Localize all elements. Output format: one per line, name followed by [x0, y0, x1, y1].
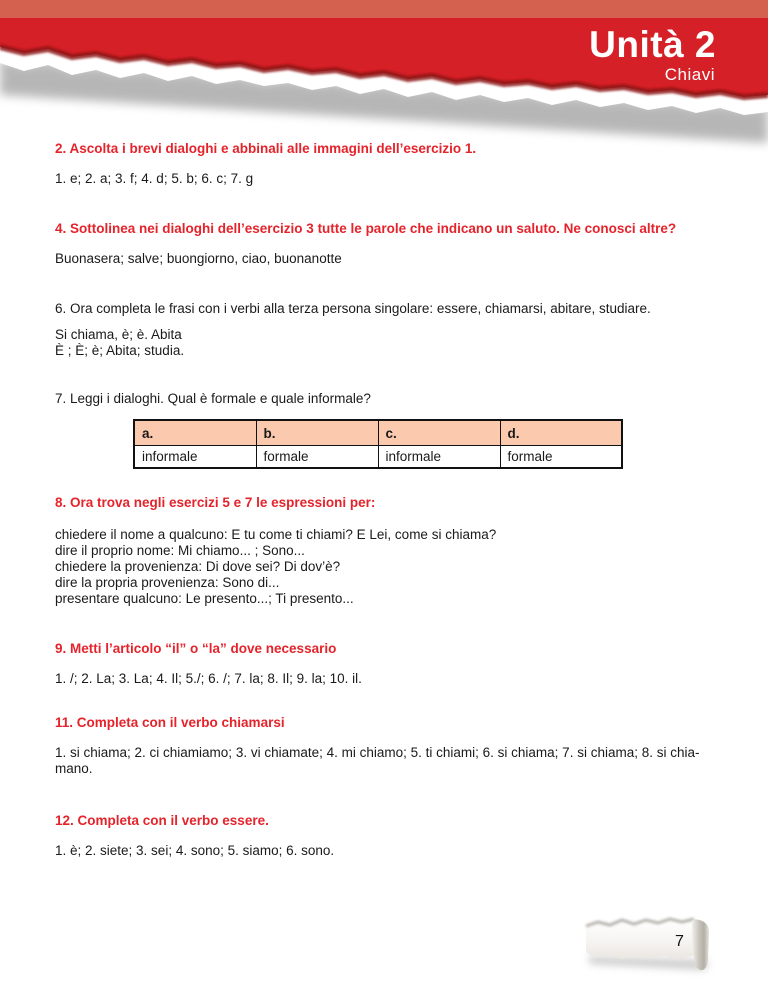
exercise-6-heading: 6. Ora completa le frasi con i verbi alla terza persona singolare: essere, chiamarsi, abitare, studiare.: [55, 301, 651, 316]
table-cell-d-answer: formale: [500, 446, 622, 469]
exercise-12-heading: 12. Completa con il verbo essere.: [55, 813, 269, 828]
table-header-row: [134, 420, 622, 446]
exercise-2-heading: 2. Ascolta i brevi dialoghi e abbinali alle immagini dell’esercizio 1.: [55, 141, 477, 156]
exercise-8-line-4: dire la propria provenienza: Sono di...: [55, 575, 280, 590]
table-header-cell-d: d.: [500, 420, 622, 446]
exercise-8-line-5: presentare qualcuno: Le presento...; Ti presento...: [55, 591, 354, 606]
table-header-cell-b: b.: [256, 420, 378, 446]
exercise-11-answer-line-2: mano.: [55, 761, 93, 776]
table-header-cell-a: a.: [134, 420, 256, 446]
exercise-11-answer: [55, 745, 718, 777]
table-answer-row: [134, 446, 622, 469]
unit-title: Unità 2: [589, 24, 716, 65]
exercise-2-answer: 1. e; 2. a; 3. f; 4. d; 5. b; 6. c; 7. g: [55, 171, 254, 186]
exercise-6-answer: [55, 327, 718, 359]
exercise-11-heading: 11. Completa con il verbo chiamarsi: [55, 715, 285, 730]
exercise-12-answer: 1. è; 2. siete; 3. sei; 4. sono; 5. siamo; 6. sono.: [55, 843, 335, 858]
exercise-8-line-2: dire il proprio nome: Mi chiamo... ; Sono...: [55, 543, 305, 558]
exercise-8-answers: [55, 527, 718, 607]
exercise-4-heading: 4. Sottolinea nei dialoghi dell’esercizio 3 tutte le parole che indicano un saluto. Ne conosci altre?: [55, 221, 677, 236]
exercise-11-answer-line-1: 1. si chiama; 2. ci chiamiamo; 3. vi chiamate; 4. mi chiamo; 5. ti chiami; 6. si chiama; 7. si chiama; 8. si chia-: [55, 745, 700, 760]
table-cell-c-answer: informale: [378, 446, 500, 469]
exercise-8-heading: 8. Ora trova negli esercizi 5 e 7 le espressioni per:: [55, 495, 376, 510]
table-cell-a-answer: informale: [134, 446, 256, 469]
header-top-band: [0, 0, 768, 20]
torn-paper-page-number-scrap: [578, 908, 728, 988]
formal-informal-table: [133, 419, 623, 469]
page-number: 7: [675, 933, 684, 950]
exercise-8-line-3: chiedere la provenienza: Di dove sei? Di dov’è?: [55, 559, 341, 574]
exercise-6-answer-line-1: Si chiama, è; è. Abita: [55, 327, 182, 342]
exercise-6-answer-line-2: È ; È; è; Abita; studia.: [55, 343, 185, 358]
table-cell-b-answer: formale: [256, 446, 378, 469]
exercise-9-answer: 1. /; 2. La; 3. La; 4. Il; 5./; 6. /; 7. la; 8. Il; 9. la; 10. il.: [55, 671, 362, 686]
unit-subtitle: Chiavi: [664, 65, 715, 84]
exercise-7-heading: 7. Leggi i dialoghi. Qual è formale e quale informale?: [55, 391, 371, 406]
table-header-cell-c: c.: [378, 420, 500, 446]
exercise-8-line-1: chiedere il nome a qualcuno: E tu come ti chiami? E Lei, come si chiama?: [55, 527, 497, 542]
exercise-9-heading: 9. Metti l’articolo “il” o “la” dove necessario: [55, 641, 337, 656]
exercise-4-answer: Buonasera; salve; buongiorno, ciao, buonanotte: [55, 251, 342, 266]
